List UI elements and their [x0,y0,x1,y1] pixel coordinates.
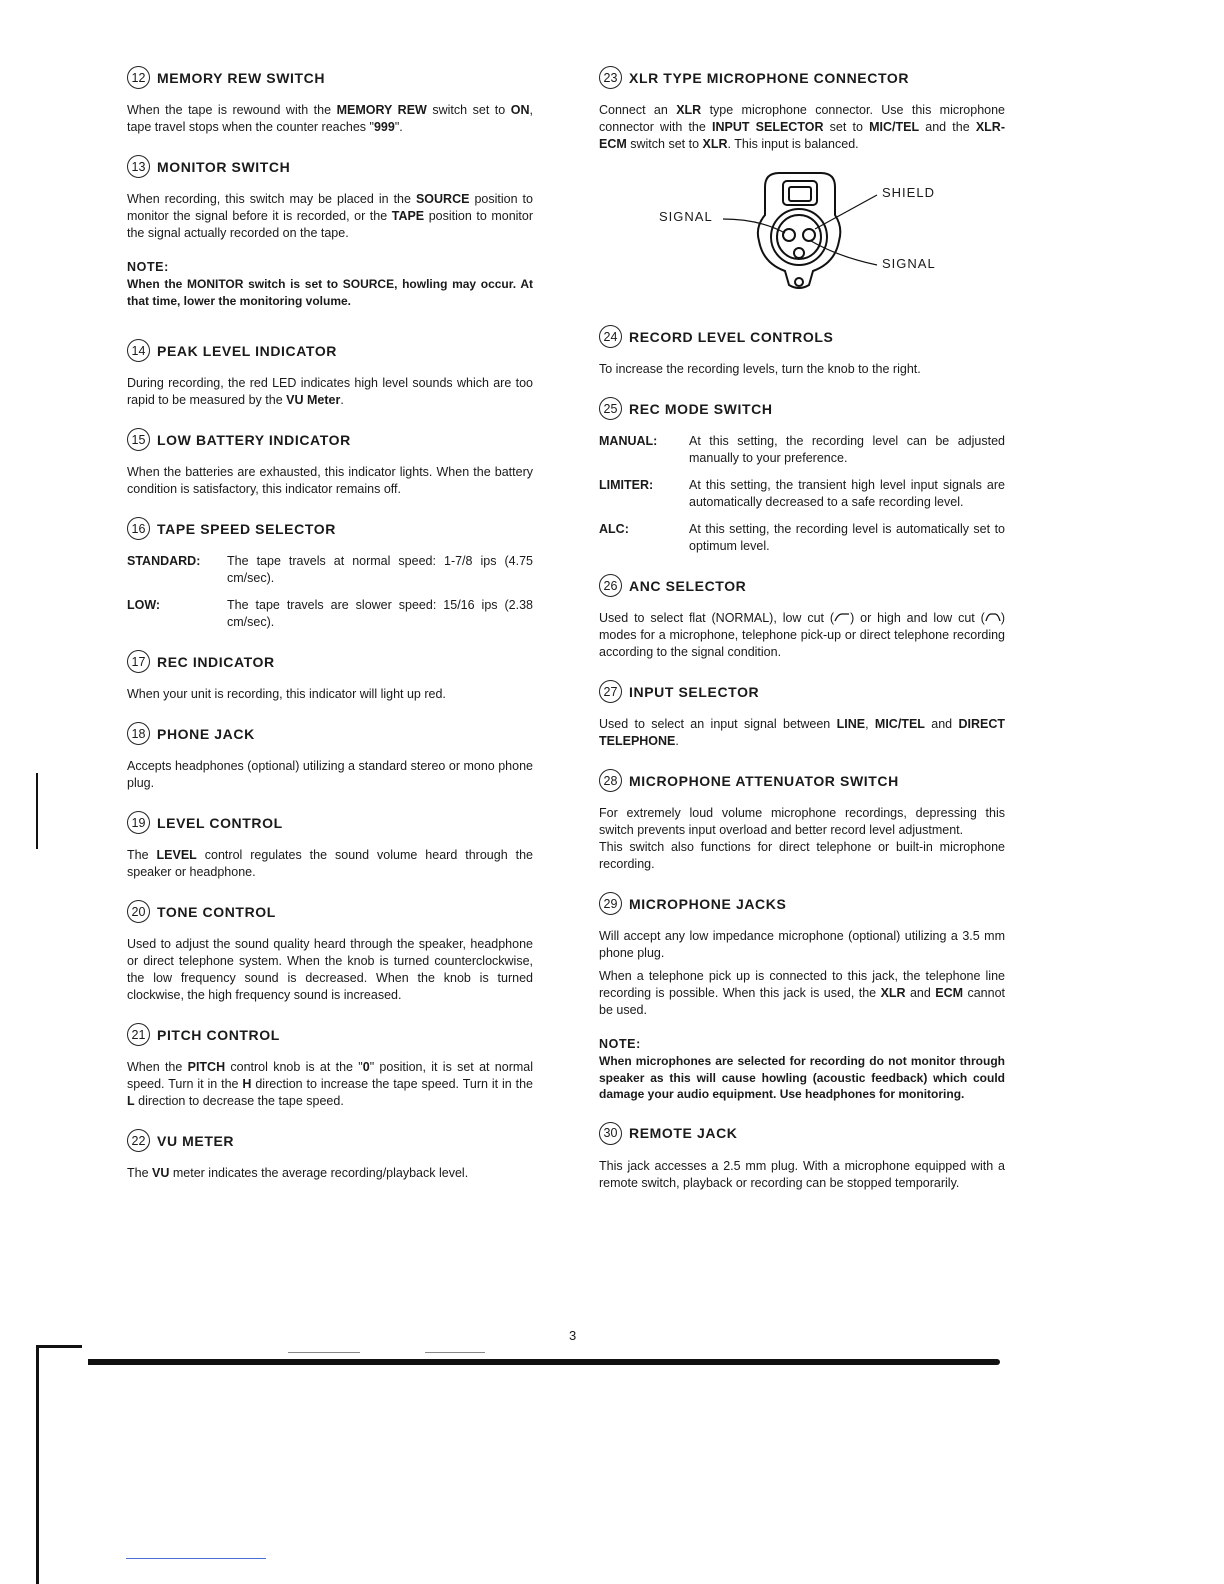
section-heading [127,722,533,745]
section-body: This jack accesses a 2.5 mm plug. With a microphone equipped with a remote switch, playback or recording can be stopped temporarily. [599,1158,1005,1190]
diagram-label-signal-left: SIGNAL [659,209,713,224]
section-number: 17 [127,650,150,673]
section-remote-jack [599,1122,1005,1192]
section-title: PEAK LEVEL INDICATOR [157,342,338,359]
definition-desc: At this setting, the recording level can be adjusted manually to your preference. [689,434,1005,465]
section-rec-indicator [127,650,533,703]
section-monitor-switch [127,155,533,309]
section-body: Connect an XLR type microphone connector. Use this microphone connector with the INPUT SELECTOR set to MIC/TEL and the XLR-ECM switch set to XLR. This input is balanced. [599,103,1005,151]
section-heading [599,66,1005,89]
section-body: During recording, the red LED indicates high level sounds which are too rapid to be measured by the VU Meter. [127,376,533,407]
section-body: When the tape is rewound with the MEMORY REW switch set to ON, tape travel stops when the counter reaches "999". [127,103,533,134]
section-heading [599,397,1005,420]
section-title: LOW BATTERY INDICATOR [157,431,351,448]
section-body: When the batteries are exhausted, this indicator lights. When the battery condition is satisfactory, this indicator remains off. [127,465,533,496]
section-number: 25 [599,397,622,420]
section-heading [127,339,533,362]
section-number: 16 [127,517,150,540]
section-title: REC INDICATOR [157,653,275,670]
rec-mode-definitions [599,433,1005,555]
section-number: 27 [599,680,622,703]
section-number: 23 [599,66,622,89]
section-title: MICROPHONE ATTENUATOR SWITCH [629,772,899,789]
definition-desc: At this setting, the transient high level input signals are automatically decreased to a safe recording level. [689,478,1005,509]
section-title: MEMORY REW SWITCH [157,69,326,86]
section-pitch-control [127,1023,533,1110]
section-title: ANC SELECTOR [629,577,747,594]
section-title: PITCH CONTROL [157,1026,280,1043]
diagram-label-signal-right: SIGNAL [882,256,936,271]
section-heading [127,428,533,451]
note-text: When the MONITOR switch is set to SOURCE, howling may occur. At that time, lower the monitoring volume. [127,277,533,308]
section-body: The VU meter indicates the average recording/playback level. [127,1166,469,1180]
low-cut-curve-icon [834,612,850,622]
section-tape-speed-selector [127,517,533,631]
definition-term: LOW: [127,598,161,612]
section-number: 30 [599,1122,622,1145]
left-column [127,66,533,1182]
section-title: RECORD LEVEL CONTROLS [629,328,834,345]
section-level-control [127,811,533,881]
section-title: TONE CONTROL [157,903,276,920]
section-heading [127,66,533,89]
section-number: 12 [127,66,150,89]
page-number: 3 [569,1328,577,1343]
speed-definitions [127,553,533,631]
section-title: REC MODE SWITCH [629,400,773,417]
section-number: 29 [599,892,622,915]
section-title: INPUT SELECTOR [629,683,760,700]
footer-rule [88,1359,1000,1365]
definition-term: MANUAL: [599,434,658,448]
definition-term: ALC: [599,522,629,536]
section-heading [599,574,1005,597]
section-anc-selector [599,574,1005,661]
section-body: Used to select flat (NORMAL), low cut ( ) or high and low cut ( ) modes for a microphone, telephone pick-up or direct telephone recording according to the signal condition. [599,611,1005,659]
margin-mark [36,1345,39,1584]
section-xlr-connector [599,66,1005,295]
section-heading [599,892,1005,915]
section-heading [127,155,533,178]
section-title: PHONE JACK [157,725,255,742]
xlr-connector-icon [599,167,1005,295]
section-title: MONITOR SWITCH [157,158,291,175]
section-title: LEVEL CONTROL [157,814,283,831]
section-number: 21 [127,1023,150,1046]
section-number: 19 [127,811,150,834]
faint-line [425,1352,485,1353]
section-body: Used to select an input signal between LINE, MIC/TEL and DIRECT TELEPHONE. [599,717,1005,748]
section-title: MICROPHONE JACKS [629,895,787,912]
margin-mark [36,773,38,849]
faint-line [126,1558,266,1559]
section-heading [599,680,1005,703]
note-text: When microphones are selected for recording do not monitor through speaker as this will cause howling (acoustic feedback) which could damage your audio equipment. Use headphones for monitoring. [599,1054,1005,1101]
faint-line [288,1352,360,1353]
section-number: 22 [127,1129,150,1152]
section-body: When a telephone pick up is connected to this jack, the telephone line recording is possible. When this jack is used, the XLR and ECM cannot be used. [599,969,1005,1017]
section-body: To increase the recording levels, turn the knob to the right. [599,362,921,376]
section-heading [599,325,1005,348]
section-heading [599,1122,1005,1145]
right-column [599,66,1005,1192]
section-heading [127,1023,533,1046]
section-title: XLR TYPE MICROPHONE CONNECTOR [629,69,910,86]
section-number: 26 [599,574,622,597]
section-heading [127,1129,533,1152]
section-title: TAPE SPEED SELECTOR [157,520,336,537]
definition-term: LIMITER: [599,478,654,492]
section-number: 24 [599,325,622,348]
section-title: REMOTE JACK [629,1125,738,1141]
section-heading [599,769,1005,792]
section-body: Will accept any low impedance microphone (optional) utilizing a 3.5 mm phone plug. [599,929,1005,960]
section-title: VU METER [157,1132,235,1149]
margin-mark [36,1345,82,1348]
section-body: When your unit is recording, this indicator will light up red. [127,687,446,701]
section-heading [127,811,533,834]
section-body: Accepts headphones (optional) utilizing a standard stereo or mono phone plug. [127,759,533,790]
section-heading [127,650,533,673]
section-record-level-controls [599,325,1005,378]
definition-term: STANDARD: [127,554,201,568]
definition-desc: At this setting, the recording level is automatically set to optimum level. [689,522,1005,553]
section-number: 13 [127,155,150,178]
section-microphone-attenuator-switch [599,769,1005,873]
section-number: 15 [127,428,150,451]
definition-desc: The tape travels are slower speed: 15/16 ips (2.38 cm/sec). [227,598,533,629]
section-number: 14 [127,339,150,362]
section-microphone-jacks [599,892,1005,1103]
section-tone-control [127,900,533,1004]
section-heading [127,900,533,923]
note-label: NOTE: [127,260,169,274]
section-number: 20 [127,900,150,923]
section-body: The LEVEL control regulates the sound volume heard through the speaker or headphone. [127,848,533,879]
section-body: When the PITCH control knob is at the "0" position, it is set at normal speed. Turn it in the H direction to increase the tape speed. Turn it in the L direction to decrease the tape speed. [127,1060,533,1108]
section-memory-rew-switch [127,66,533,136]
section-rec-mode-switch [599,397,1005,555]
section-number: 18 [127,722,150,745]
section-peak-level-indicator [127,339,533,409]
diagram-label-shield: SHIELD [882,185,935,200]
section-body: When recording, this switch may be placed in the SOURCE position to monitor the signal before it is recorded, or the TAPE position to monitor the signal actually recorded on the tape. [127,192,534,240]
note-label: NOTE: [599,1037,641,1051]
section-vu-meter [127,1129,533,1182]
section-body: For extremely loud volume microphone recordings, depressing this switch prevents input overload and better record level adjustment. [599,806,1005,837]
section-input-selector [599,680,1005,750]
xlr-connector-diagram [599,167,1005,295]
section-number: 28 [599,769,622,792]
section-heading [127,517,533,540]
definition-desc: The tape travels at normal speed: 1-7/8 ips (4.75 cm/sec). [227,554,533,585]
section-body: Used to adjust the sound quality heard through the speaker, headphone or direct telephone system. When the knob is turned counterclockwise, the low frequency sound is decreased. When the knob is turned clockwise, the high frequency sound is increased. [127,937,533,1002]
section-body: This switch also functions for direct telephone or built-in microphone recording. [599,840,1005,871]
section-low-battery-indicator [127,428,533,498]
high-low-cut-curve-icon [985,612,1001,622]
section-phone-jack [127,722,533,792]
